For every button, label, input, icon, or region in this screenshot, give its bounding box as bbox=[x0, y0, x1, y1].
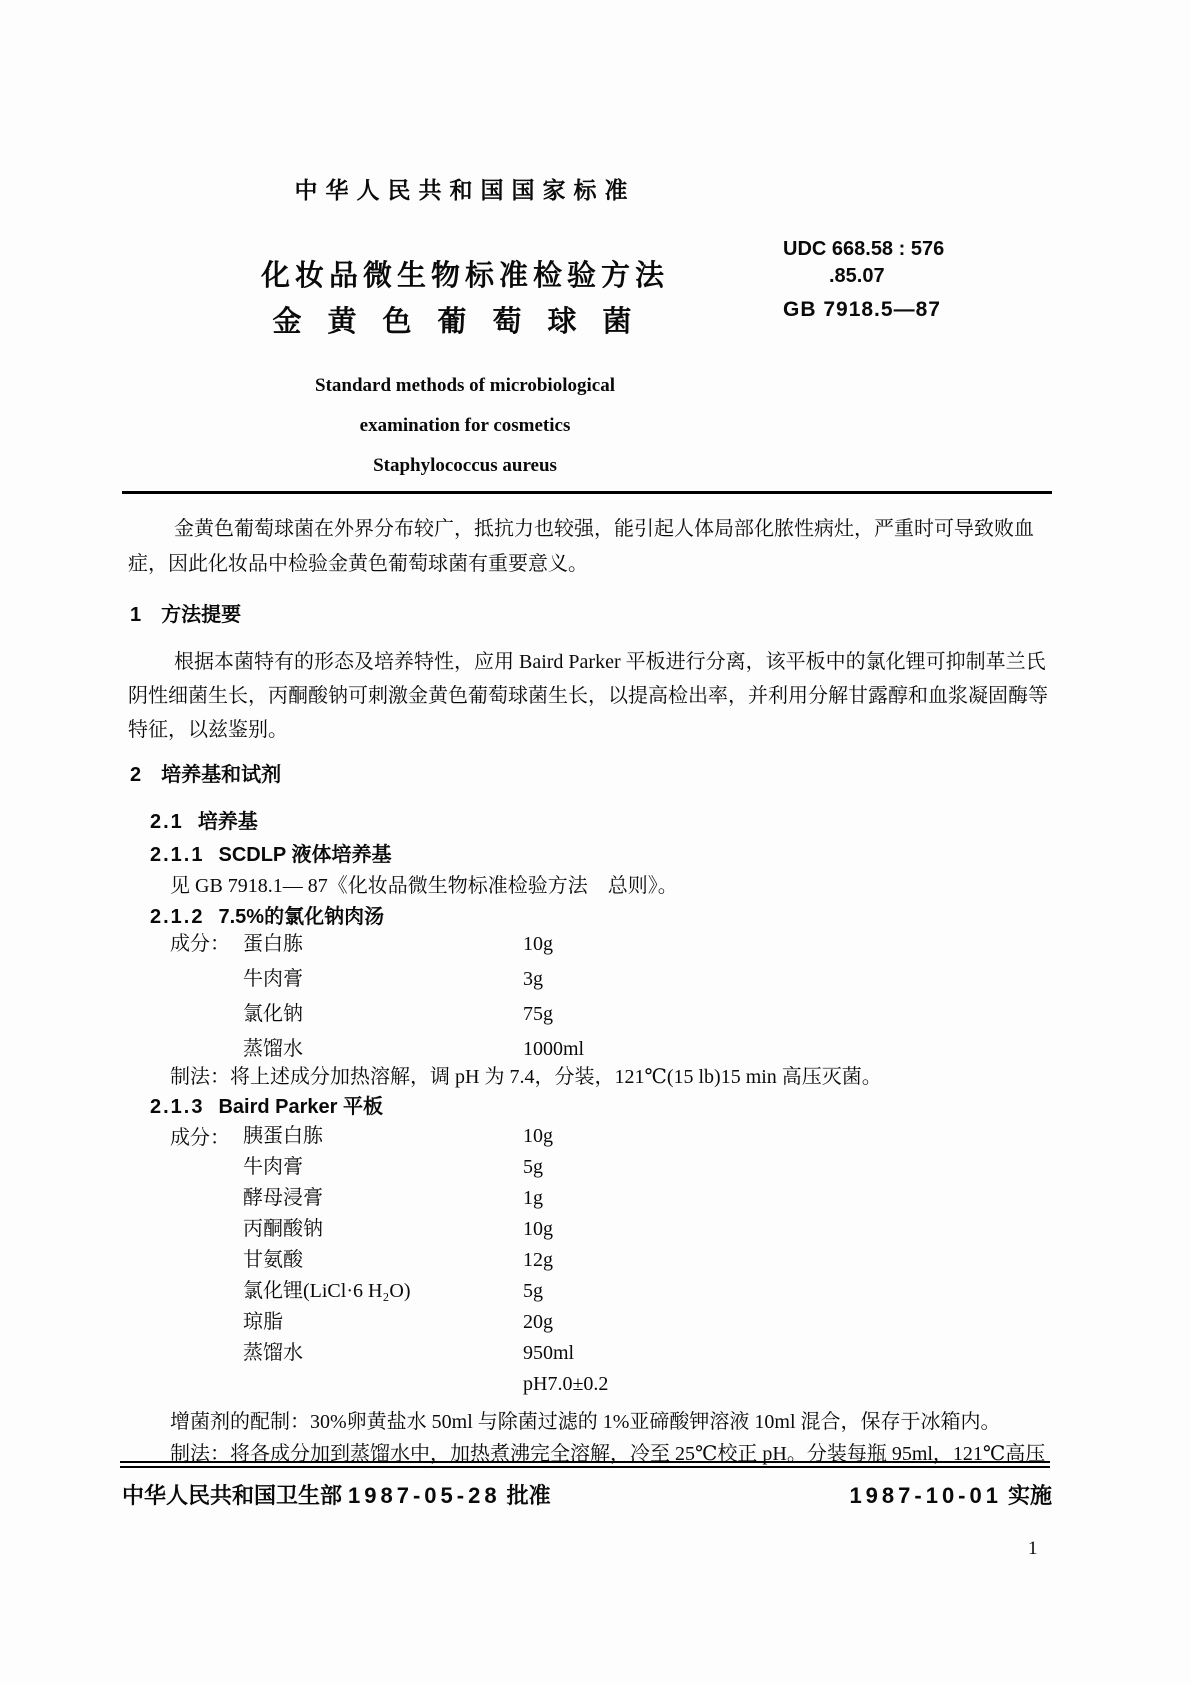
ingredient-name: 蒸馏水 bbox=[243, 1342, 303, 1364]
footer-approval-org: 中华人民共和国卫生部 bbox=[122, 1483, 343, 1508]
intro-paragraph: 金黄色葡萄球菌在外界分布较广，抵抗力也较强，能引起人体局部化脓性病灶，严重时可导致败血症，因此化妆品中检验金黄色葡萄球菌有重要意义。 bbox=[128, 518, 1034, 575]
ingredient-value: 1g bbox=[523, 1187, 543, 1209]
footer-approval-suffix: 批准 bbox=[506, 1483, 551, 1508]
section-2-title: 培养基和试剂 bbox=[161, 764, 282, 786]
subsection-2-1-2-title: 7.5%的氯化钠肉汤 bbox=[218, 906, 385, 928]
document-title-cn-line1: 化妆品微生物标准检验方法 bbox=[260, 260, 669, 292]
subsection-2-1-1-heading bbox=[150, 838, 391, 867]
subsection-2-1-heading bbox=[150, 805, 258, 834]
title-en-line1: Standard methods of microbiological bbox=[315, 375, 615, 396]
document-title-en bbox=[115, 366, 815, 486]
ingredient-row bbox=[128, 1214, 1062, 1245]
footer-divider-rule bbox=[120, 1461, 1050, 1468]
header-divider-rule bbox=[122, 491, 1052, 494]
ingredient-row bbox=[128, 1276, 1062, 1307]
ph-specification: pH7.0±0.2 bbox=[523, 1373, 609, 1395]
ingredient-row bbox=[128, 997, 1062, 1032]
subsection-2-1-1-title: SCDLP 液体培养基 bbox=[218, 844, 392, 866]
subsection-2-1-1-number: 2.1.1 bbox=[150, 844, 205, 866]
title-en-line3: Staphylococcus aureus bbox=[373, 455, 557, 476]
ingredient-value: 5g bbox=[523, 1156, 543, 1178]
section-2-heading bbox=[130, 758, 281, 787]
standard-number: GB 7918.5—87 bbox=[783, 298, 941, 321]
ingredient-name: 氯化钠 bbox=[243, 1003, 303, 1025]
ingredient-value: 10g bbox=[523, 1125, 553, 1147]
ingredient-name: 琼脂 bbox=[243, 1311, 283, 1333]
ingredient-name: 甘氨酸 bbox=[243, 1249, 303, 1271]
subsection-2-1-3-title: Baird Parker 平板 bbox=[218, 1096, 383, 1118]
ingredient-name: 牛肉膏 bbox=[243, 968, 303, 990]
ingredient-row bbox=[128, 1152, 1062, 1183]
ingredients-table-2-1-2 bbox=[128, 927, 1062, 1067]
subsection-2-1-2-number: 2.1.2 bbox=[150, 906, 205, 928]
footer-approval-date: 1987-05-28 bbox=[348, 1483, 501, 1508]
ingredient-row bbox=[128, 1183, 1062, 1214]
page-number: 1 bbox=[1028, 1538, 1038, 1559]
ingredient-value: 20g bbox=[523, 1311, 553, 1333]
udc-line-2: .85.07 bbox=[829, 265, 885, 287]
ingredient-name: 酵母浸膏 bbox=[243, 1187, 323, 1209]
subsection-2-1-number: 2.1 bbox=[150, 811, 184, 833]
section-2-number: 2 bbox=[130, 764, 142, 786]
section-1-paragraph: 根据本菌特有的形态及培养特性，应用 Baird Parker 平板进行分离，该平板中的氯化锂可抑制革兰氏阴性细菌生长，丙酮酸钠可刺激金黄色葡萄球菌生长，以提高检出率，并利用分解甘露醇和血浆凝固酶等特征，以兹鉴别。 bbox=[128, 651, 1048, 741]
ingredient-name: 丙酮酸钠 bbox=[243, 1218, 323, 1240]
footer-implementation bbox=[843, 1479, 1052, 1510]
section-1-title: 方法提要 bbox=[161, 604, 242, 626]
title-en-line2: examination for cosmetics bbox=[359, 415, 571, 436]
ingredient-value: 3g bbox=[523, 968, 543, 990]
section-1-heading bbox=[130, 598, 241, 627]
ingredient-row bbox=[128, 1307, 1062, 1338]
subsection-2-1-3-heading bbox=[150, 1090, 383, 1119]
ingredient-row bbox=[128, 962, 1062, 997]
ingredient-name: 氯化锂(LiCl·6 H₂O) bbox=[243, 1280, 411, 1302]
footer-approval bbox=[122, 1479, 551, 1510]
subsection-2-1-3-number: 2.1.3 bbox=[150, 1096, 205, 1118]
ingredient-name: 牛肉膏 bbox=[243, 1156, 303, 1178]
enrichment-agent-note: 增菌剂的配制：30%卵黄盐水 50ml 与除菌过滤的 1%亚碲酸钾溶液 10ml 混合，保存于冰箱内。 bbox=[170, 1411, 1001, 1433]
national-standard-header: 中华人民共和国国家标准 bbox=[294, 177, 636, 203]
udc-line-1: UDC 668.58 : 576 bbox=[783, 238, 945, 260]
footer-implementation-date: 1987-10-01 bbox=[849, 1483, 1002, 1508]
ingredient-name: 胰蛋白胨 bbox=[243, 1125, 323, 1147]
ingredient-value: 12g bbox=[523, 1249, 553, 1271]
ingredient-value: 75g bbox=[523, 1003, 553, 1025]
ingredient-row bbox=[128, 927, 1062, 962]
ingredient-value: 1000ml bbox=[523, 1038, 585, 1060]
subsection-2-1-1-reference: 见 GB 7918.1— 87《化妆品微生物标准检验方法 总则》。 bbox=[170, 875, 678, 897]
section-1-number: 1 bbox=[130, 604, 142, 626]
ingredient-row bbox=[128, 1245, 1062, 1276]
ingredient-name: 蒸馏水 bbox=[243, 1038, 303, 1060]
ingredient-name: 蛋白胨 bbox=[243, 933, 303, 955]
ingredients-label: 成分： bbox=[170, 1127, 230, 1149]
subsection-2-1-title: 培养基 bbox=[197, 811, 258, 833]
footer bbox=[122, 1479, 1052, 1510]
preparation-method-2-1-2: 制法：将上述成分加热溶解，调 pH 为 7.4，分装，121℃(15 lb)15 min 高压灭菌。 bbox=[170, 1066, 882, 1088]
ingredients-table-2-1-3 bbox=[128, 1121, 1062, 1369]
document-title-cn-line2: 金黄色葡萄球菌 bbox=[272, 306, 658, 338]
ingredient-value: 5g bbox=[523, 1280, 543, 1302]
ingredients-label: 成分： bbox=[170, 933, 230, 955]
ingredient-value: 10g bbox=[523, 1218, 553, 1240]
ingredient-row bbox=[128, 1121, 1062, 1152]
preparation-method-2-1-3: 制法：将各成分加到蒸馏水中，加热煮沸完全溶解，冷至 25℃校正 pH。分装每瓶 95ml，121℃高压 bbox=[170, 1443, 1046, 1465]
footer-implementation-suffix: 实施 bbox=[1007, 1483, 1052, 1508]
ingredient-value: 10g bbox=[523, 933, 553, 955]
ingredient-value: 950ml bbox=[523, 1342, 575, 1364]
subsection-2-1-2-heading bbox=[150, 900, 384, 929]
ingredient-row bbox=[128, 1338, 1062, 1369]
